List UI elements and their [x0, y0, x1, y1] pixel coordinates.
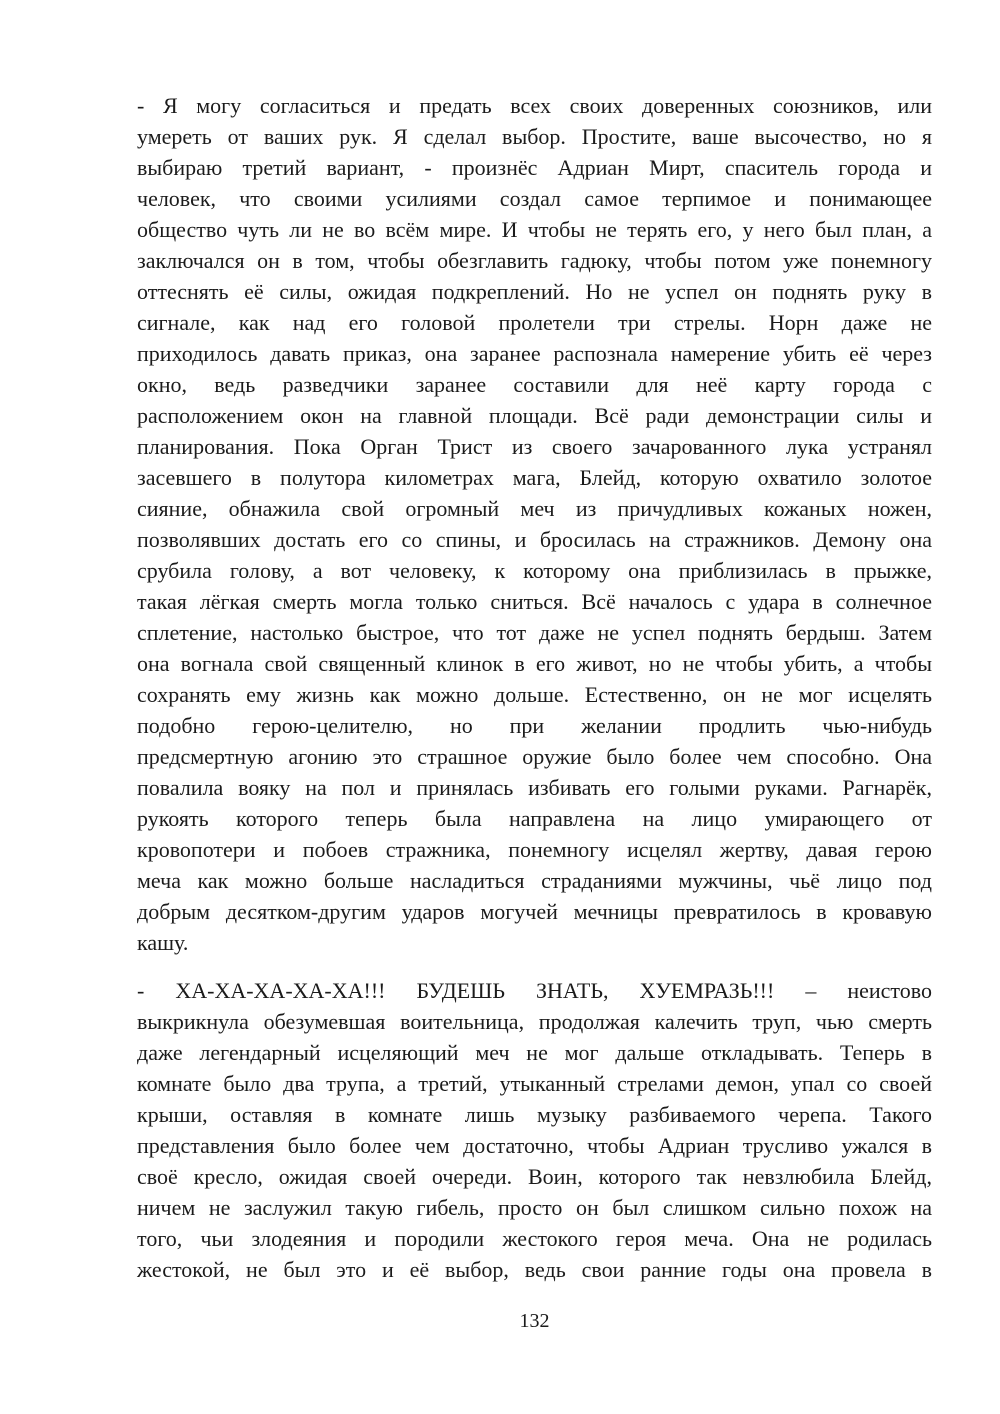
text-line: повалила вояку на пол и принялась избивать его голыми руками. Рагнарёк, [137, 775, 932, 800]
text-line: жестокой, не был это и её выбор, ведь свои ранние годы она провела в [137, 1257, 932, 1282]
text-line: такая лёгкая смерть могла только сниться. Всё началось с удара в солнечное [137, 589, 932, 614]
text-line: позволявших достать его со спины, и бросилась на стражников. Демону она [137, 527, 932, 552]
paragraph [137, 975, 932, 1285]
text-line: засевшего в полутора километрах мага, Блейд, которую охватило золотое [137, 465, 932, 490]
text-line: умереть от ваших рук. Я сделал выбор. Простите, ваше высочество, но я [137, 124, 932, 149]
text-line: представления было более чем достаточно, чтобы Адриан трусливо ужался в [137, 1133, 932, 1158]
text-line: она вогнала свой священный клинок в его живот, но не чтобы убить, а чтобы [137, 651, 932, 676]
text-line: общество чуть ли не во всём мире. И чтобы не терять его, у него был план, а [137, 217, 932, 242]
text-line: окно, ведь разведчики заранее составили для неё карту города с [137, 372, 932, 397]
text-line: человек, что своими усилиями создал самое терпимое и понимающее [137, 186, 932, 211]
text-line: заключался он в том, чтобы обезглавить гадюку, чтобы потом уже понемногу [137, 248, 932, 273]
text-line: выбираю третий вариант, - произнёс Адриан Мирт, спаситель города и [137, 155, 932, 180]
text-line: сохранять ему жизнь как можно дольше. Естественно, он не мог исцелять [137, 682, 932, 707]
page-number: 132 [519, 1310, 550, 1332]
text-line: предсмертную агонию это страшное оружие было более чем способно. Она [137, 744, 932, 769]
text-line: планирования. Пока Орган Трист из своего зачарованного лука устранял [137, 434, 932, 459]
text-line: - Я могу согласиться и предать всех своих доверенных союзников, или [137, 93, 932, 118]
text-line: сигнале, как над его головой пролетели три стрелы. Норн даже не [137, 310, 932, 335]
text-line: расположением окон на главной площади. Всё ради демонстрации силы и [137, 403, 932, 428]
text-line: кровопотери и побоев стражника, понемногу исцелял жертву, давая герою [137, 837, 932, 862]
text-line: комнате было два трупа, а третий, утыканный стрелами демон, упал со своей [137, 1071, 932, 1096]
text-line: срубила голову, а вот человеку, к которому она приблизилась в прыжке, [137, 558, 932, 583]
text-line: приходилось давать приказ, она заранее распознала намерение убить её через [137, 341, 932, 366]
text-line: оттеснять её силы, ожидая подкреплений. Но не успел он поднять руку в [137, 279, 932, 304]
paragraph [137, 90, 932, 958]
text-line: крыши, оставляя в комнате лишь музыку разбиваемого черепа. Такого [137, 1102, 932, 1127]
text-line: даже легендарный исцеляющий меч не мог дальше откладывать. Теперь в [137, 1040, 932, 1065]
text-line: подобно герою-целителю, но при желании продлить чью-нибудь [137, 713, 932, 738]
body-text [137, 90, 932, 1285]
text-line: своё кресло, ожидая своей очереди. Воин, которого так невзлюбила Блейд, [137, 1164, 932, 1189]
text-line: выкрикнула обезумевшая воительница, продолжая калечить труп, чью смерть [137, 1009, 932, 1034]
text-line: сияние, обнажила свой огромный меч из причудливых кожаных ножен, [137, 496, 932, 521]
text-line: добрым десятком-другим ударов могучей мечницы превратилось в кровавую [137, 899, 932, 924]
text-line: того, чьи злодеяния и породили жестокого героя меча. Она не родилась [137, 1226, 932, 1251]
text-line: меча как можно больше насладиться страданиями мужчины, чьё лицо под [137, 868, 932, 893]
text-line: сплетение, настолько быстрое, что тот даже не успел поднять бердыш. Затем [137, 620, 932, 645]
text-line: кашу. [137, 930, 189, 955]
text-line: - ХА-ХА-ХА-ХА-ХА!!! БУДЕШЬ ЗНАТЬ, ХУЕМРАЗЬ!!! – неистово [137, 978, 932, 1003]
text-line: рукоять которого теперь была направлена на лицо умирающего от [137, 806, 932, 831]
text-line: ничем не заслужил такую гибель, просто он был слишком сильно похож на [137, 1195, 932, 1220]
